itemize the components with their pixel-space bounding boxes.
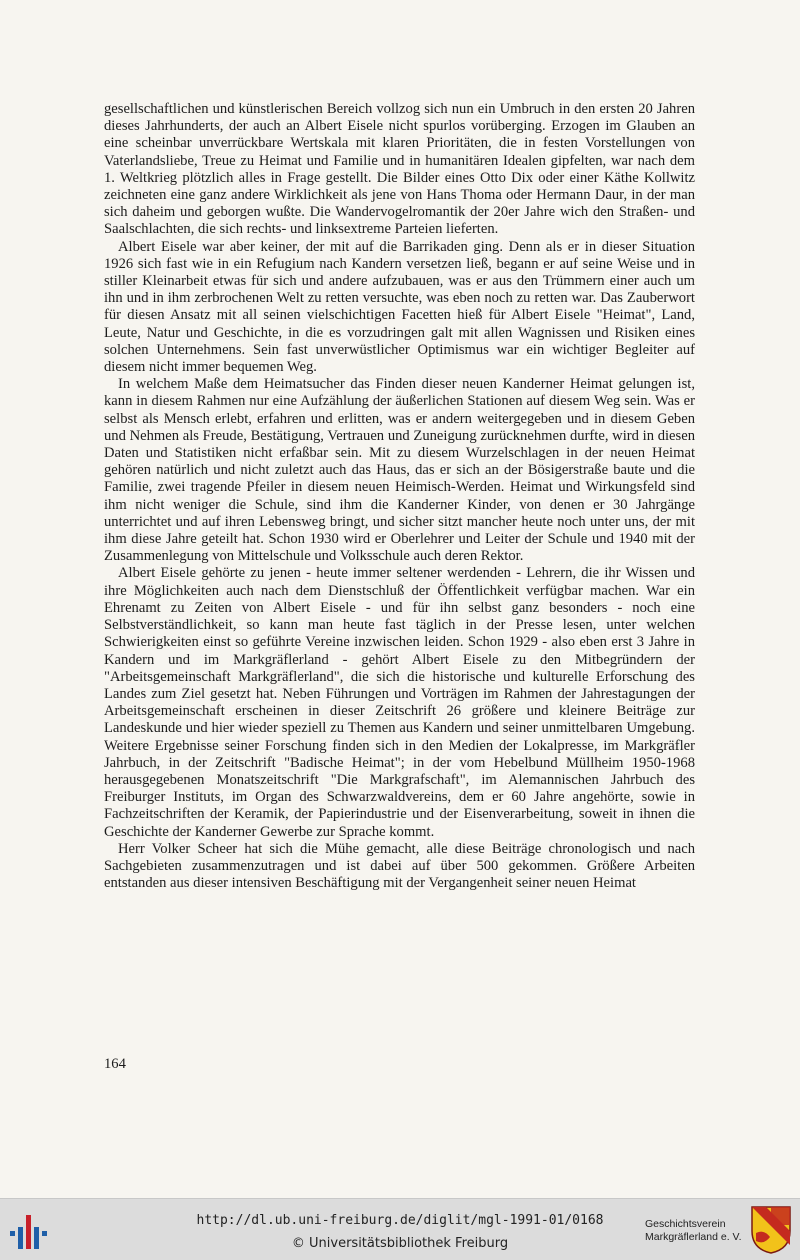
body-text (104, 101, 695, 892)
paragraph-1: gesellschaftlichen und künstlerischen Bereich vollzog sich nun ein Umbruch in den ersten 20 Jahren dieses Jahrhunderts, der auch an Albert Eisele nicht spurlos vorüberging. Erzogen im Glauben an eine scheinbar unverrückbare Wertskala mit klaren Prioritäten, die in festen Vorstellungen von Vaterlandsliebe, Treue zu Heimat und Familie und in humanitären Idealen gipfelten, war nach dem 1. Weltkrieg plötzlich alles in Frage gestellt. Die Bilder eines Otto Dix oder einer Käthe Kollwitz zeichneten eine ganz andere Wirklichkeit als jene von Hans Thoma oder Hermann Daur, in der man sich daheim und geborgen wußte. Die Wandervogelromantik der 20er Jahre wich den Straßen- und Saalschlachten, die sich rechts- und linksextreme Parteien lieferten. (104, 101, 695, 238)
paragraph-4: Albert Eisele gehörte zu jenen - heute immer seltener werdenden - Lehrern, die ihr Wissen und ihre Möglichkeiten auch nach dem Dienstschluß der Öffentlichkeit verfügbar machen. War ein Ehrenamt zu Zeiten von Albert Eisele - und für ihn selbst ganz besonders - noch eine Selbstverständlichkeit, so kann man heute fast täglich in der Presse lesen, unter welchen Schwierigkeiten einst so geführte Vereine inzwischen leiden. Schon 1929 - also eben erst 3 Jahre in Kandern und im Markgräflerland - gehört Albert Eisele zu den Mitbegründern der "Arbeitsgemeinschaft Markgräflerland", die sich die historische und kulturelle Erforschung des Landes zum Ziel gesetzt hat. Neben Führungen und Vorträgen im Rahmen der Jahrestagungen der Arbeitsgemeinschaft erscheinen in dieser Zeitschrift 26 größere und kleinere Beiträge zur Landeskunde und hier wieder speziell zu Themen aus Kandern und seiner unmittelbaren Umgebung. Weitere Ergebnisse seiner Forschung finden sich in den Medien der Lokalpresse, im Markgräfler Jahrbuch, in der Zeitschrift "Badische Heimat"; in der vom Hebelbund Müllheim 1950-1968 herausgegebenen Monatszeitschrift "Die Markgrafschaft", im Alemannischen Jahrbuch des Freiburger Instituts, im Organ des Schwarzwaldvereins, dem er 60 Jahre angehörte, sowie in Fachzeitschriften der Keramik, der Papierindustrie und der Eisenverarbeitung, soweit in ihnen die Geschichte der Kanderner Gewerbe zur Sprache kommt. (104, 565, 695, 840)
coat-of-arms-icon (750, 1205, 792, 1255)
paragraph-5: Herr Volker Scheer hat sich die Mühe gemacht, alle diese Beiträge chronologisch und nach Sachgebieten zusammenzutragen und ist dabei auf über 500 gekommen. Größere Arbeiten entstanden aus dieser intensiven Beschäftigung mit der Vergangenheit seiner neuen Heimat (104, 840, 695, 892)
footer-url-link[interactable]: http://dl.ub.uni-freiburg.de/diglit/mgl-1991-01/0168 (196, 1213, 604, 1228)
footer-bar (0, 1198, 800, 1260)
footer-copyright: © Universitätsbibliothek Freiburg (291, 1236, 509, 1251)
society-name-line-2: Markgräflerland e. V. (645, 1231, 742, 1243)
page-number: 164 (104, 1056, 126, 1072)
society-name-line-1: Geschichtsverein (645, 1218, 726, 1230)
society-name (645, 1218, 745, 1244)
paragraph-2: Albert Eisele war aber keiner, der mit auf die Barrikaden ging. Denn als er in dieser Situation 1926 sich fast wie in ein Refugium nach Kandern versetzen ließ, begann er auf seine Weise und in stiller Kleinarbeit etwas für sich und andere aufzubauen, was er aus den Trümmern einer auch um ihn und in ihm zerbrochenen Welt zu retten versuchte, was eben noch zu retten war. Das Zauberwort für diesen Ansatz mit all seinen vielschichtigen Facetten hieß für Albert Eisele "Heimat", Land, Leute, Natur und Geschichte, in die es vorzudringen galt mit allen Wagnissen und Risiken eines solchen Unternehmens. Sein fast unverwüstlicher Optimismus war ein wichtiger Begleiter auf diesem nicht immer bequemen Weg. (104, 238, 695, 376)
paragraph-3: In welchem Maße dem Heimatsucher das Finden dieser neuen Kanderner Heimat gelungen ist, kann in diesem Rahmen nur eine Aufzählung der äußerlichen Stationen auf diesem Weg sein. Was er selbst als Mensch erlebt, erfahren und erlitten, was er andern weitergegeben und in diesem Geben und Nehmen als Freude, Bestätigung, Vertrauen und Zuneigung zurücknehmen durfte, wird in diesen Daten und Statistiken nicht erfaßbar sein. Mit zu diesem Wurzelschlagen in der neuen Heimat gehören natürlich und nicht zuletzt auch das Haus, das er sich an der Bösigerstraße baute und die Familie, zwei tragende Pfeiler in diesem neuen Heimisch-Werden. Heimat und Wirkungsfeld sind ihm nicht weniger die Schule, sind ihm die Kanderner Kinder, von denen er 30 Jahrgänge unterrichtet und auf ihren Lebensweg bringt, und sicher sitzt mancher heute noch unter uns, der mit ihm diese Jahre geteilt hat. Schon 1930 wird er Oberlehrer und Leiter der Schule und 1940 mit der Zusammenlegung von Mittelschule und Volksschule auch deren Rektor. (104, 376, 695, 565)
